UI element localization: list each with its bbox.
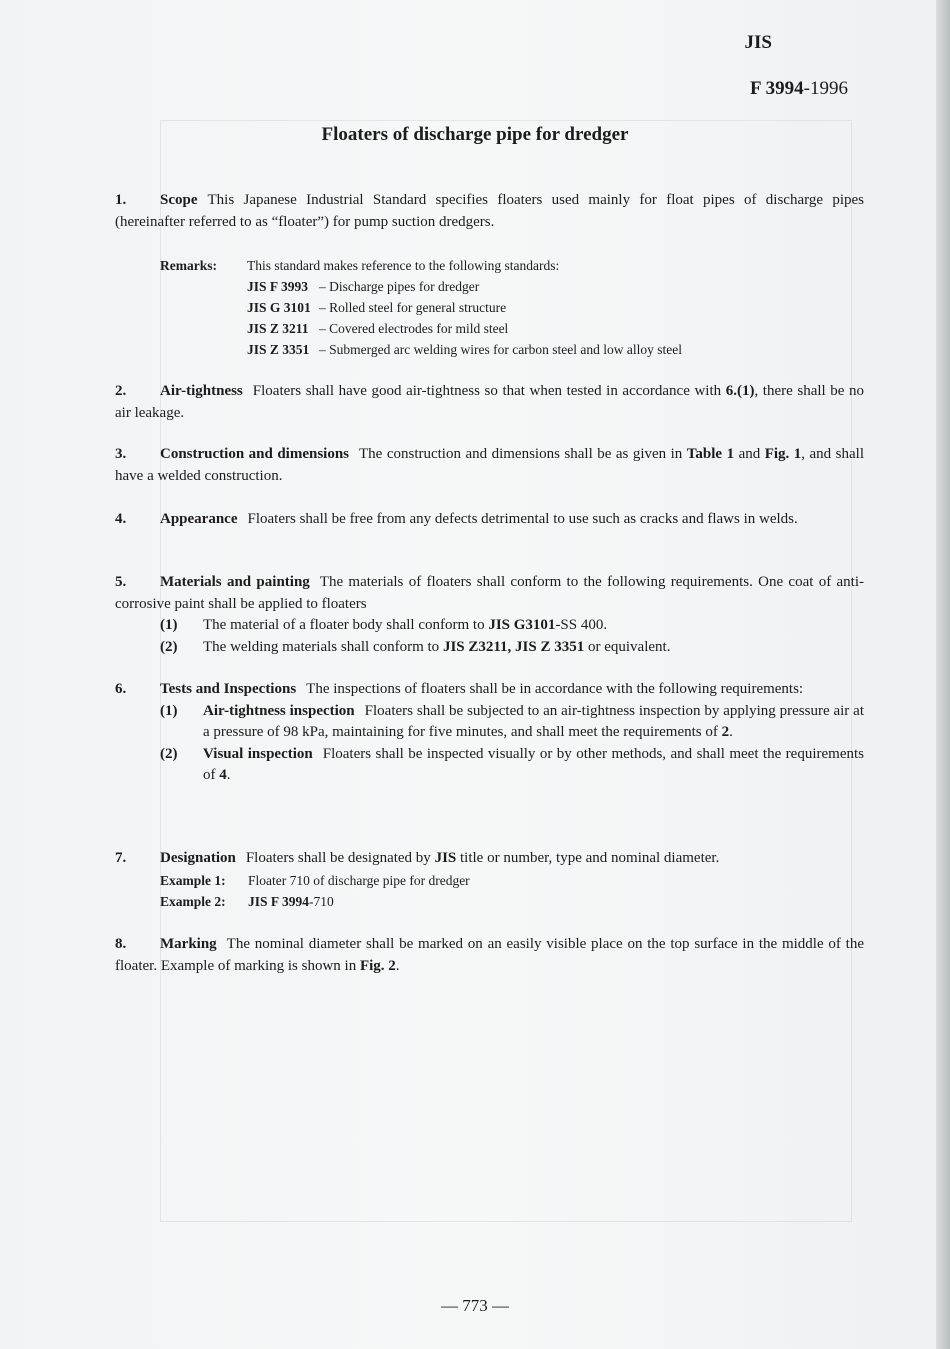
item-heading: Air-tightness inspection (203, 702, 355, 719)
section-tests (115, 679, 864, 787)
cross-reference: Fig. 2 (359, 957, 396, 974)
section-text: and (738, 446, 761, 462)
reference-code: JIS Z 3211 (247, 321, 309, 336)
item-number: (1) (160, 617, 178, 633)
standard-code: F 3994 (750, 78, 804, 99)
item-number: (1) (160, 702, 178, 719)
reference-item (247, 339, 767, 360)
cross-reference: 2 (721, 724, 730, 740)
item-text: or equivalent. (587, 638, 671, 655)
section-text: title or number, type and nominal diameter. (460, 850, 720, 866)
item-text: . (729, 724, 733, 740)
reference-code: JIS G 3101 (247, 300, 311, 315)
section-intro (115, 679, 864, 701)
section-heading: Marking (160, 936, 217, 952)
section-heading: Construction and dimensions (160, 446, 350, 462)
example-2 (115, 891, 864, 912)
section-materials (115, 572, 864, 658)
section-number: 2. (115, 383, 127, 399)
example-label: Example 1: (160, 872, 226, 888)
section-text: This Japanese Industrial Standard specifies floaters used mainly for float pipes of discharge pipes (hereinafter referred to as “floater”) for pump suction dredgers. (115, 192, 864, 230)
item-text: , (507, 638, 512, 655)
remarks-body (247, 255, 767, 360)
item-number: (2) (160, 745, 178, 762)
section-text: The nominal diameter shall be marked on an easily visible place on the top surface in the middle of the floater. Example of marking is shown in (115, 936, 864, 974)
remarks-intro: This standard makes reference to the following standards: (247, 258, 560, 273)
section-text: Floaters shall be designated by (245, 850, 431, 866)
reference-desc: – Discharge pipes for dredger (319, 279, 480, 294)
item-text: The welding materials shall conform to (203, 638, 440, 655)
section-text: , there shall be no air leakage. (115, 383, 865, 421)
cross-reference: JIS G3101 (488, 617, 556, 633)
cross-reference: 4 (219, 767, 227, 783)
example-label: Example 2: (160, 893, 226, 909)
example-suffix: -710 (309, 893, 334, 909)
section-heading: Scope (160, 192, 198, 208)
item-number: (2) (160, 638, 178, 655)
cross-reference: JIS (434, 850, 457, 866)
cross-reference: 6.(1) (725, 383, 755, 399)
section-text: Floaters shall be free from any defects detrimental to use such as cracks and flaws in welds. (247, 511, 798, 527)
remarks-label: Remarks: (160, 258, 217, 273)
section-text: The inspections of floaters shall be in accordance with the following requirements: (306, 681, 804, 697)
section-text: Floaters shall have good air-tightness so that when tested in accordance with (252, 383, 722, 399)
page-curl-edge (936, 0, 950, 1349)
cross-reference: JIS Z3211 (442, 638, 508, 655)
section-construction (115, 444, 864, 487)
item-heading: Visual inspection (203, 745, 313, 762)
cross-reference: Fig. 1 (764, 446, 802, 462)
section-heading: Tests and Inspections (160, 681, 297, 697)
reference-desc: – Covered electrodes for mild steel (319, 321, 509, 336)
section-number: 5. (115, 574, 127, 590)
section-number: 3. (115, 446, 127, 462)
page-number: — 773 — (441, 1296, 509, 1315)
section-heading: Appearance (160, 511, 238, 527)
item-text: . (226, 767, 231, 783)
section-marking (115, 934, 864, 977)
standard-year: -1996 (803, 78, 848, 99)
list-item (115, 615, 864, 637)
example-code: JIS F 3994 (248, 893, 310, 909)
section-heading: Air-tightness (160, 383, 243, 399)
section-text: The construction and dimensions shall be as given in (359, 446, 683, 462)
section-number: 1. (115, 192, 127, 208)
list-item (115, 637, 864, 659)
reference-desc: – Rolled steel for general structure (319, 300, 507, 315)
section-designation (115, 848, 864, 912)
reference-code: JIS F 3993 (247, 279, 309, 294)
cross-reference: Table 1 (686, 446, 735, 462)
section-scope (115, 190, 864, 233)
list-item (115, 744, 864, 787)
reference-item (247, 297, 767, 318)
section-number: 8. (115, 936, 127, 952)
example-1 (115, 870, 864, 891)
item-text: Floaters shall be inspected visually or by other methods, and shall meet the requirements of (203, 745, 864, 783)
reference-code: JIS Z 3351 (247, 342, 310, 357)
reference-item (247, 276, 767, 297)
reference-desc: – Submerged arc welding wires for carbon steel and low alloy steel (319, 342, 683, 357)
section-number: 4. (115, 511, 127, 527)
list-item (115, 701, 864, 744)
cross-reference: JIS Z 3351 (515, 638, 585, 655)
section-text: . (395, 957, 400, 974)
section-number: 6. (115, 681, 127, 697)
section-intro (115, 572, 864, 615)
item-text: The material of a floater body shall conform to (203, 617, 485, 633)
item-text: Floaters shall be subjected to an air-tightness inspection by applying pressure air at a pressure of 98 kPa, maintaining for five minutes, and shall meet the requirements of (203, 702, 864, 740)
header-jis: JIS (744, 32, 772, 53)
section-air-tightness (115, 381, 864, 424)
header-standard-number (750, 78, 848, 100)
example-text: Floater 710 of discharge pipe for dredger (248, 872, 470, 888)
section-heading: Materials and painting (160, 574, 310, 590)
item-text: -SS 400. (555, 617, 608, 633)
page-title: Floaters of discharge pipe for dredger (321, 124, 629, 145)
section-heading: Designation (160, 850, 236, 866)
reference-item (247, 318, 767, 339)
section-number: 7. (115, 850, 127, 866)
section-text: , and shall have a welded construction. (115, 446, 864, 484)
section-intro (115, 848, 864, 870)
section-appearance (115, 509, 864, 531)
section-text: The materials of floaters shall conform to the following requirements. One coat of anti-corrosive paint shall be applied to floaters (115, 574, 864, 612)
